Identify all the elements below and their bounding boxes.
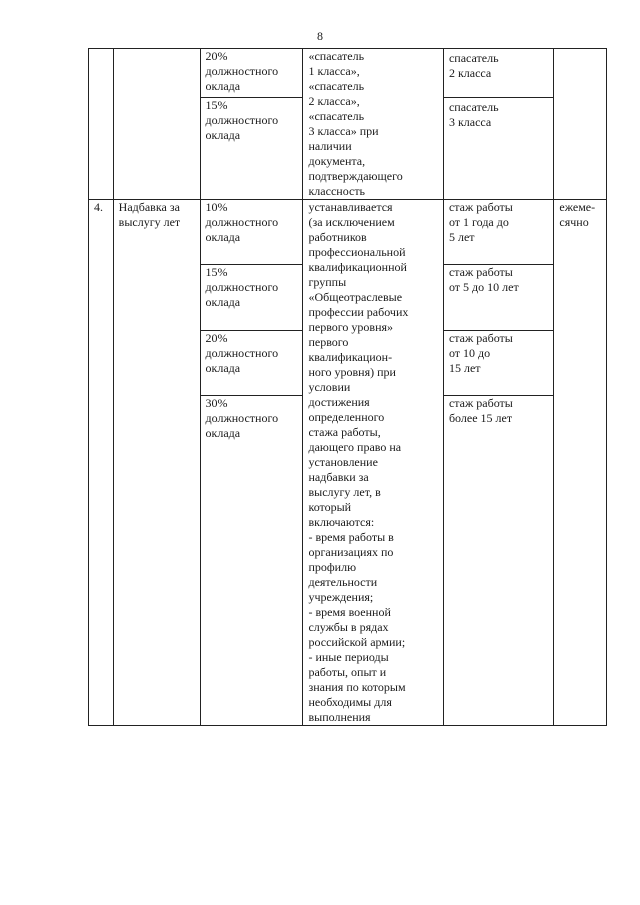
- percent-cell: 30% должностного оклада: [200, 395, 303, 725]
- percent-cell: 15% должностного оклада: [200, 265, 303, 331]
- table-row: [89, 200, 607, 265]
- allowances-table: [88, 48, 607, 726]
- detail-cell: спасатель 2 класса: [443, 49, 553, 98]
- percent-cell: 20% должностного оклада: [200, 331, 303, 395]
- allowance-name-cell: [113, 49, 200, 200]
- row-number-cell: 4.: [89, 200, 114, 726]
- table-row: [89, 49, 607, 98]
- periodicity-cell: ежеме- сячно: [554, 200, 607, 726]
- condition-cell: устанавливается (за исключением работников профессиональной квалификационной группы «Общеотраслевые профессии рабочих первого уровня» первого квалификацион- ного уровня) при условии достижения определенного стажа работы, дающего право на установление надбавки за выслугу лет, в который включаются: - время работы в организациях по профилю деятельности учреждения; - время военной службы в рядах российской армии; - иные периоды работы, опыт и знания по которым необходимы для выполнения: [303, 200, 443, 726]
- periodicity-cell: [554, 49, 607, 200]
- detail-cell: стаж работы от 1 года до 5 лет: [443, 200, 553, 265]
- page-number: 8: [317, 29, 323, 43]
- detail-cell: спасатель 3 класса: [443, 97, 553, 199]
- percent-cell: 10% должностного оклада: [200, 200, 303, 265]
- detail-cell: стаж работы от 10 до 15 лет: [443, 331, 553, 395]
- percent-cell: 20% должностного оклада: [200, 49, 303, 98]
- allowance-name-cell: Надбавка за выслугу лет: [113, 200, 200, 726]
- row-number-cell: [89, 49, 114, 200]
- detail-cell: стаж работы более 15 лет: [443, 395, 553, 725]
- detail-cell: стаж работы от 5 до 10 лет: [443, 265, 553, 331]
- condition-cell: «спасатель 1 класса», «спасатель 2 класса», «спасатель 3 класса» при наличии документа, подтверждающего классность: [303, 49, 443, 200]
- percent-cell: 15% должностного оклада: [200, 97, 303, 199]
